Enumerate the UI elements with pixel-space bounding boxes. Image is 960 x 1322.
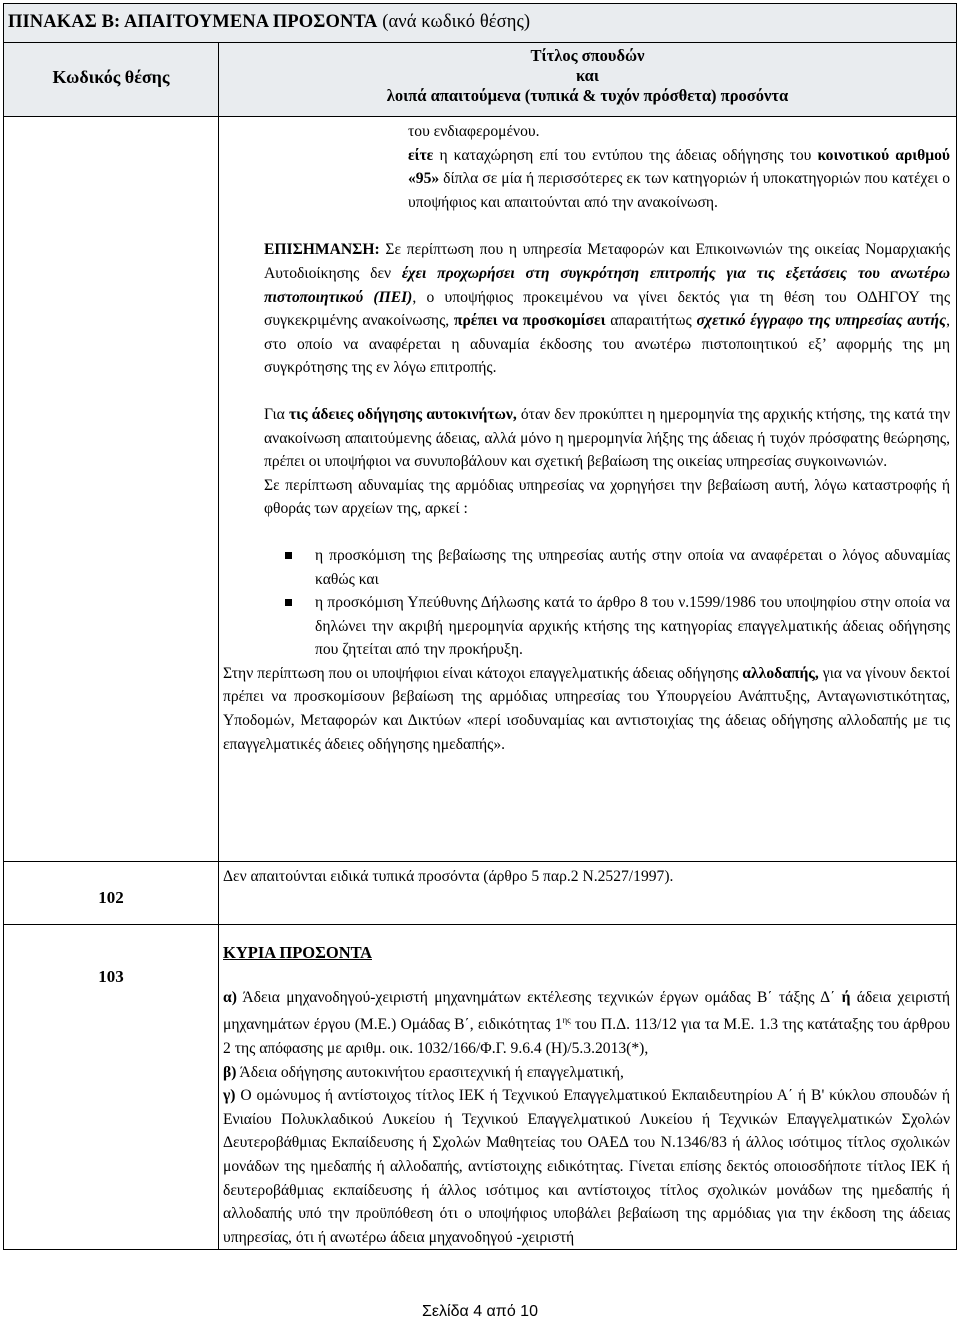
paragraph: του ενδιαφερομένου.: [408, 123, 540, 140]
bold-italic-text: έχει προχωρήσει στη συγκρότηση επιτροπής για τις εξετάσεις του ανωτέρω πιστοποιητικού (ΠΕΙ): [264, 264, 950, 306]
superscript: ης: [562, 1015, 571, 1026]
list-item-text: η προσκόμιση Υπεύθυνης Δήλωσης κατά το άρθρο 8 του ν.1599/1986 του υποψηφίου στην οποία να δηλώνει την ακριβή ημερομηνία αρχικής κτήσης της κατηγορίας επαγγελματικής άδειας οδήγησης που ζητείται από την προκήρυξη.: [315, 594, 950, 659]
list-item-text: η προσκόμιση της βεβαίωσης της υπηρεσίας αυτής στην οποία να αναφέρεται ο λόγος αδυναμίας καθώς και: [315, 546, 950, 588]
item-label: γ): [223, 1087, 236, 1105]
code-cell: [4, 862, 219, 925]
position-code: 103: [98, 967, 124, 986]
text: άδεια χειριστή μηχανημάτων έργου (Μ.Ε.) Ομάδας Β΄, ειδικότητας 1: [223, 988, 950, 1034]
table-title-bold: ΠΙΝΑΚΑΣ Β: ΑΠΑΙΤΟΥΜΕΝΑ ΠΡΟΣΟΝΤΑ: [8, 12, 378, 32]
qualifications-cell: [219, 925, 957, 1250]
text: Άδεια μηχανοδηγού-χειριστή μηχανημάτων εκτέλεσης τεχνικών έργων ομάδας Β΄ τάξης Δ΄: [236, 988, 842, 1006]
qualifications-cell: [219, 862, 957, 925]
text: Άδεια οδήγησης αυτοκινήτου ερασιτεχνική ή επαγγελματική,: [236, 1063, 624, 1081]
header-qual-label: [219, 43, 956, 106]
header-qual-cell: [219, 43, 957, 117]
text: όταν δεν προκύπτει η ημερομηνία της αρχικής κτήσης, της κατά την ανακοίνωση απαιτούμενης άδειας, αλλά μόνο η ημερομηνία λήξης της άδειας ή τυχόν πρόσφατης θεώρησης, πρέπει οι υποψήφιοι να συνυποβάλουν και σχετική βεβαίωση της οικείας υπηρεσίας συγκοινωνιών.: [264, 405, 950, 471]
position-code: 102: [98, 888, 124, 907]
paragraph: [223, 662, 950, 756]
page-number-footer: Σελίδα 4 από 10: [422, 1303, 538, 1320]
text: Στην περίπτωση που οι υποψήφιοι είναι κάτοχοι επαγγελματικής άδειας οδήγησης: [223, 664, 743, 682]
table-row: [4, 925, 957, 1250]
note-label: ΕΠΙΣΗΜΑΝΣΗ:: [264, 241, 380, 259]
item-label: α): [223, 988, 237, 1006]
header-qual-line3: λοιπά απαιτούμενα (τυπικά & τυχόν πρόσθετα) προσόντα: [386, 86, 789, 105]
text: Ο ομώνυμος ή αντίστοιχος τίτλος ΙΕΚ ή Τεχνικού Επαγγελματικού Εκπαιδευτηρίου Α΄ ή Β' κύκλου σπουδών ή Ενιαίου Πολυκλαδικού Λυκείου ή Τεχνικού Επαγγελματικού Λυκείου ή Τεχνικών Επαγγελματικών Σχολών Δευτεροβάθμιας Εκπαίδευσης ή Σχολών Μαθητείας του ΟΑΕΔ του Ν.1346/83 ή άλλος ισότιμος τίτλος σχολικών μονάδων της ημεδαπής ή αλλοδαπής, αντίστοιχης ειδικότητας. Γίνεται επίσης δεκτός οποιοσδήποτε τίτλος ΙΕΚ ή δευτεροβάθμιας εκπαίδευσης ή άλλος ισότιμος και αντίστοιχος τίτλος σχολικών μονάδων της ημεδαπής ή αλλοδαπής υπό την προϋπόθεση ότι ο υποψήφιος υποβάλει βεβαίωση της αρμόδιας για την έκδοση της άδειας υπηρεσίας, ότι ή ανωτέρω άδεια μηχανοδηγού -χειριστή: [223, 1087, 950, 1246]
code-cell: [4, 925, 219, 1250]
paragraph: Δεν απαιτούνται ειδικά τυπικά προσόντα (άρθρο 5 παρ.2 Ν.2527/1997).: [223, 868, 674, 885]
table-row: [4, 862, 957, 925]
table-row: [4, 117, 957, 862]
paragraph: Σε περίπτωση αδυναμίας της αρμόδιας υπηρεσίας να χορηγήσει την βεβαίωση αυτή, λόγω καταστροφής ή φθοράς των αρχείων της, αρκεί :: [264, 476, 950, 518]
text: Σε περίπτωση που η υπηρεσία Μεταφορών και Επικοινωνιών της οικείας Νομαρχιακής Αυτοδιοίκησης δεν: [264, 241, 950, 282]
code-cell-empty: [4, 117, 219, 862]
requirements-table: [3, 3, 957, 1250]
paragraph: [408, 144, 950, 215]
table-title-normal: (ανά κωδικό θέσης): [377, 12, 531, 32]
text: η καταχώρηση επί του εντύπου της άδειας οδήγησης του: [433, 146, 818, 164]
bold-italic-text: σχετικό έγγραφο της υπηρεσίας αυτής: [696, 312, 947, 330]
bold-text: πρέπει να προσκομίσει: [453, 312, 606, 330]
text: δίπλα σε μία ή περισσότερες εκ των κατηγοριών ή υποκατηγοριών που κατέχει ο υποψήφιος και απαιτούνται από την ανακοίνωση.: [408, 170, 950, 211]
header-qual-line2: και: [575, 66, 599, 85]
header-qual-line1: Τίτλος σπουδών: [530, 46, 645, 65]
bold-text: είτε: [408, 146, 434, 164]
text: , στο οποίο να αναφέρεται η αδυναμία έκδοσης του ανωτέρω πιστοποιητικού εξ’ αφορμής της μη συγκρότησης της εν λόγω επιτροπής.: [264, 312, 950, 377]
table-title: [4, 4, 956, 33]
bold-text: κοινοτικού αριθμού «95»: [408, 146, 950, 188]
bullet-list: [223, 544, 950, 662]
paragraph: [223, 986, 950, 1061]
text: , ο υποψήφιος προκειμένου να γίνει δεκτός για τη θέση του ΟΔΗΓΟΥ της συγκεκριμένης ανακοίνωσης,: [264, 288, 950, 330]
text: Για: [264, 405, 289, 423]
text: απαραιτήτως: [605, 312, 697, 330]
paragraph: [223, 1061, 950, 1085]
text: για να γίνουν δεκτοί πρέπει να προσκομίσουν βεβαίωση της αρμόδιας υπηρεσίας του Υπουργείου Ανάπτυξης, Ανταγωνιστικότητας, Υποδομών, Μεταφορών και Δικτύων «περί ισοδυναμίας και αντιστοιχίας της άδειας οδήγησης αλλοδαπής με τις επαγγελματικές άδειες οδήγησης ημεδαπής».: [223, 664, 950, 753]
text: του Π.Δ. 113/12 για τα Μ.Ε. 1.3 της κατάταξης του άρθρου 2 της απόφασης με αριθμ. οικ. 1032/166/Φ.Γ. 9.6.4 (Η)/5.3.2013(*),: [223, 1016, 951, 1057]
section-heading: ΚΥΡΙΑ ΠΡΟΣΟΝΤΑ: [223, 943, 372, 962]
bold-text: ή: [841, 988, 851, 1006]
paragraph: [223, 403, 950, 474]
paragraph: [223, 1084, 950, 1249]
header-code-label: Κωδικός θέσης: [52, 67, 170, 87]
table-header-row: [4, 43, 957, 117]
list-item: [223, 591, 950, 662]
note-paragraph: [223, 238, 950, 380]
qualifications-cell: [219, 117, 957, 862]
table-title-cell: [4, 4, 957, 43]
table-title-row: [4, 4, 957, 43]
header-code-cell: [4, 43, 219, 117]
bold-text: αλλοδαπής,: [742, 664, 819, 682]
list-item: [223, 544, 950, 591]
bullet-square-icon: [285, 552, 292, 559]
bold-text: τις άδειες οδήγησης αυτοκινήτων,: [288, 405, 517, 423]
item-label: β): [223, 1063, 237, 1081]
bullet-square-icon: [285, 599, 292, 606]
